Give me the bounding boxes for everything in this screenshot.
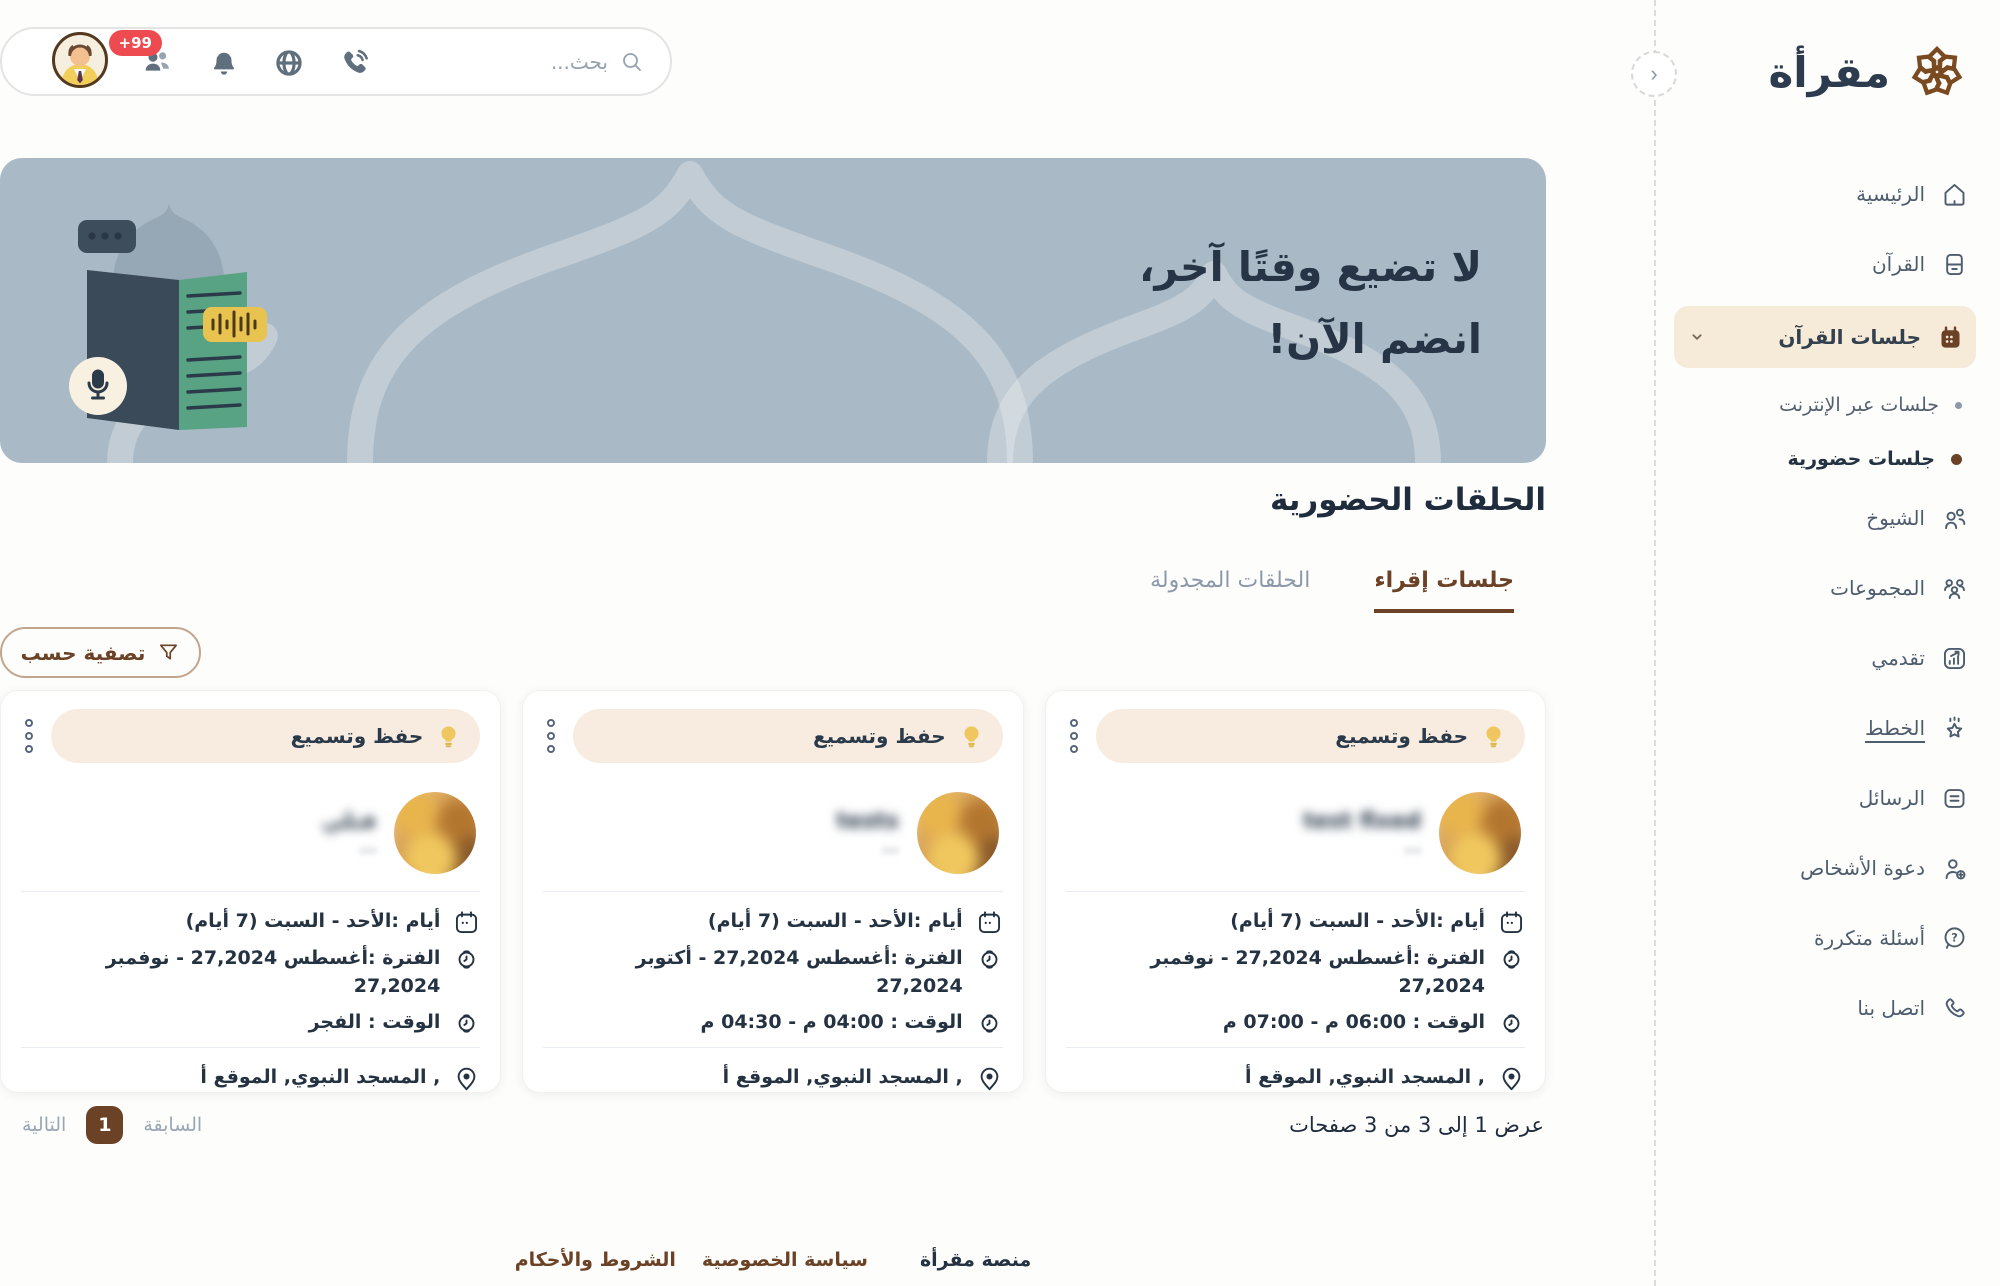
divider — [543, 891, 1002, 892]
time-row — [21, 1009, 480, 1037]
teacher-subtext: ددد — [881, 842, 899, 857]
phone-icon — [1941, 995, 1968, 1022]
sidebar-item-groups[interactable] — [1674, 560, 1976, 616]
sidebar-item-plans[interactable] — [1674, 700, 1976, 756]
session-type-badge — [573, 709, 1002, 763]
two-users-icon — [1941, 505, 1968, 532]
calendar-icon — [1937, 324, 1964, 351]
location-text: , المسجد النبوي, الموقع أ — [722, 1066, 963, 1089]
banner-line-1: لا تضيع وقتًا آخر، — [1138, 243, 1482, 291]
teacher-avatar — [394, 792, 476, 874]
calendar-icon — [1498, 909, 1525, 936]
sidebar-item-quran-sessions[interactable] — [1674, 306, 1976, 368]
time-text: الوقت : 04:00 م - 04:30 م — [700, 1011, 963, 1034]
quran-book-icon — [1941, 251, 1968, 278]
period-text: الفترة :أغسطس 27,2024 - نوفمبر 27,2024 — [105, 947, 441, 997]
session-type-label: حفظ وتسميع — [812, 724, 946, 748]
location-row — [543, 1064, 1002, 1092]
time-row — [543, 1009, 1002, 1037]
bullet-icon — [1951, 454, 1962, 465]
footer-privacy-link[interactable]: سياسة الخصوصية — [701, 1249, 868, 1271]
pagination-previous[interactable]: السابقة — [143, 1114, 203, 1136]
sidebar-item-label: تقدمي — [1871, 646, 1925, 670]
watch-icon — [1498, 1010, 1525, 1037]
sidebar-item-label: جلسات عبر الإنترنت — [1779, 394, 1939, 416]
watch-icon — [453, 946, 480, 973]
sidebar-item-messages[interactable] — [1674, 770, 1976, 826]
svg-text:?: ? — [1951, 930, 1958, 944]
tabs — [1150, 568, 1514, 613]
card-menu-button[interactable] — [543, 715, 559, 757]
days-text: أيام :الأحد - السبت (7 أيام) — [1230, 910, 1485, 932]
location-row — [1066, 1064, 1525, 1092]
divider — [543, 1047, 1002, 1048]
watch-icon — [976, 946, 1003, 973]
progress-chart-icon — [1941, 645, 1968, 672]
teacher-name: test fixed — [1303, 809, 1421, 834]
calendar-icon — [976, 909, 1003, 936]
sidebar-item-label: جلسات حضورية — [1787, 448, 1935, 470]
period-row — [1066, 945, 1525, 1000]
session-card[interactable] — [0, 690, 501, 1093]
session-type-label: حفظ وتسميع — [290, 724, 424, 748]
footer-terms-link[interactable]: الشروط والأحكام — [514, 1249, 676, 1271]
watch-icon — [1498, 946, 1525, 973]
pagination-summary: عرض 1 إلى 3 من 3 صفحات — [1289, 1113, 1544, 1137]
quran-recitation-illustration — [60, 200, 270, 440]
divider — [21, 891, 480, 892]
lightbulb-icon — [958, 723, 985, 750]
sidebar — [1654, 0, 2000, 1286]
globe-icon[interactable] — [273, 47, 305, 79]
phone-call-icon[interactable] — [338, 47, 370, 79]
footer — [0, 1249, 1546, 1271]
sidebar-item-label: المجموعات — [1830, 576, 1925, 600]
time-row — [1066, 1009, 1525, 1037]
teacher-profile — [25, 785, 476, 881]
sidebar-item-invite-people[interactable] — [1674, 840, 1976, 896]
user-plus-icon — [1941, 855, 1968, 882]
divider — [1066, 891, 1525, 892]
bell-icon[interactable] — [208, 48, 240, 80]
user-avatar[interactable] — [52, 32, 108, 88]
calendar-icon — [453, 909, 480, 936]
home-icon — [1941, 181, 1968, 208]
location-pin-icon — [976, 1065, 1003, 1092]
teacher-profile — [547, 785, 998, 881]
watch-icon — [453, 1010, 480, 1037]
teacher-profile — [1070, 785, 1521, 881]
period-text: الفترة :أغسطس 27,2024 - أكتوبر 27,2024 — [635, 947, 963, 997]
location-text: , المسجد النبوي, الموقع أ — [1245, 1066, 1485, 1089]
session-cards — [0, 690, 1546, 1093]
sidebar-item-faq[interactable] — [1674, 910, 1976, 966]
notification-badge: +99 — [109, 30, 162, 56]
card-menu-button[interactable] — [21, 715, 37, 757]
sidebar-item-quran[interactable] — [1674, 236, 1976, 292]
sidebar-item-label: القرآن — [1871, 252, 1925, 276]
days-row — [21, 908, 480, 936]
watch-icon — [976, 1010, 1003, 1037]
bullet-icon — [1955, 402, 1962, 409]
filter-button[interactable] — [0, 627, 201, 678]
sidebar-item-my-progress[interactable] — [1674, 630, 1976, 686]
sidebar-item-home[interactable] — [1674, 166, 1976, 222]
session-type-badge — [1096, 709, 1525, 763]
session-type-badge — [51, 709, 480, 763]
sidebar-nav — [1674, 166, 1976, 1036]
filter-button-label: تصفية حسب — [20, 640, 146, 665]
teacher-avatar — [917, 792, 999, 874]
teacher-avatar — [1439, 792, 1521, 874]
card-menu-button[interactable] — [1066, 715, 1082, 757]
sidebar-collapse-button[interactable]: ‹ — [1631, 51, 1677, 97]
sidebar-item-label: دعوة الأشخاص — [1800, 856, 1925, 880]
divider — [1066, 1047, 1525, 1048]
tab-scheduled-circles[interactable]: الحلقات المجدولة — [1150, 568, 1311, 593]
time-text: الوقت : الفجر — [308, 1011, 441, 1034]
banner-headline — [1139, 232, 1482, 376]
sidebar-subitem-online-sessions[interactable] — [1674, 382, 1976, 428]
sidebar-item-label: أسئلة متكررة — [1813, 926, 1925, 950]
tab-iqraa-sessions[interactable]: جلسات إقراء — [1374, 568, 1514, 613]
period-row — [543, 945, 1002, 1000]
star-icon — [1941, 715, 1968, 742]
period-text: الفترة :أغسطس 27,2024 - نوفمبر 27,2024 — [1150, 947, 1485, 997]
location-text: , المسجد النبوي, الموقع أ — [200, 1066, 441, 1089]
brand-logo[interactable] — [1674, 26, 1976, 118]
sidebar-item-sheikhs[interactable] — [1674, 490, 1976, 546]
banner-line-2: انضم الآن! — [1267, 314, 1482, 363]
session-card[interactable] — [522, 690, 1023, 1093]
question-bubble-icon — [1941, 925, 1968, 952]
message-icon — [1941, 785, 1968, 812]
days-text: أيام :الأحد - السبت (7 أيام) — [185, 910, 441, 932]
group-icon — [1941, 575, 1968, 602]
page-title: الحلقات الحضورية — [1269, 482, 1546, 518]
sidebar-item-label: اتصل بنا — [1857, 996, 1925, 1020]
session-card[interactable] — [1045, 690, 1546, 1093]
teacher-subtext: ددد — [1403, 842, 1421, 857]
sidebar-item-contact-us[interactable] — [1674, 980, 1976, 1036]
days-row — [1066, 908, 1525, 936]
lightbulb-icon — [435, 723, 462, 750]
location-row — [21, 1064, 480, 1092]
days-text: أيام :الأحد - السبت (7 أيام) — [707, 910, 963, 932]
sidebar-item-label: الرئيسية — [1856, 182, 1925, 206]
days-row — [543, 908, 1002, 936]
chevron-down-icon — [1686, 326, 1708, 348]
location-pin-icon — [453, 1065, 480, 1092]
search-icon — [620, 50, 644, 74]
logo-flower-icon — [1904, 39, 1970, 105]
sidebar-item-label: الشيوخ — [1866, 506, 1925, 530]
pagination-controls — [22, 1106, 202, 1144]
period-row — [21, 945, 480, 1000]
lightbulb-icon — [1480, 723, 1507, 750]
divider — [21, 1047, 480, 1048]
teacher-name: فتلي — [321, 809, 377, 834]
sidebar-item-label: جلسات القرآن — [1778, 325, 1921, 349]
funnel-icon — [157, 641, 180, 664]
pagination-page-1[interactable]: 1 — [86, 1106, 123, 1144]
pagination-next[interactable]: التالية — [22, 1114, 67, 1136]
teacher-name: tests — [836, 809, 899, 834]
footer-brand-link[interactable]: منصة مقرأة — [919, 1249, 1032, 1271]
sidebar-item-label: الخطط — [1865, 716, 1925, 740]
teacher-subtext: ددد — [358, 842, 377, 857]
time-text: الوقت : 06:00 م - 07:00 م — [1222, 1011, 1485, 1034]
promo-banner — [0, 158, 1546, 463]
brand-name: مقرأة — [1768, 47, 1890, 97]
session-type-label: حفظ وتسميع — [1335, 724, 1468, 748]
location-pin-icon — [1498, 1065, 1525, 1092]
sidebar-item-label: الرسائل — [1858, 786, 1925, 810]
sidebar-subitem-inperson-sessions[interactable] — [1674, 436, 1976, 482]
